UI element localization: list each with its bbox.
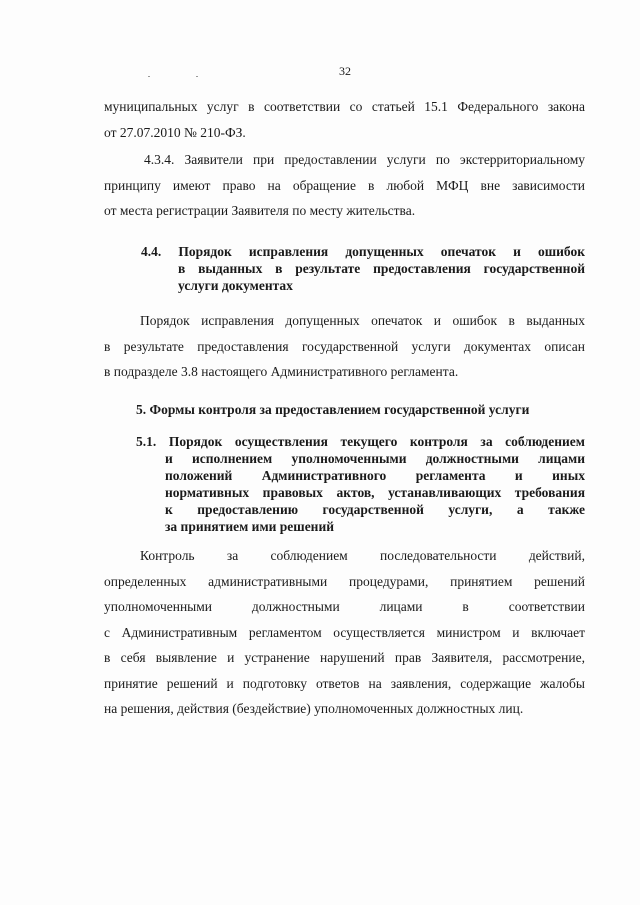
text-line: с Административным регламентом осуществляется министром и включает [104,625,585,640]
heading-line: к предоставлению государственной услуги, а также [165,502,585,517]
text-line: 4.3.4. Заявители при предоставлении услуги по экстерриториальному [144,152,585,167]
text-line: на решения, действия (бездействие) уполномоченных должностных лиц. [104,701,524,716]
page-number: 32 [339,64,351,78]
text-line: принятие решений и подготовку ответов на заявления, содержащие жалобы [104,676,585,691]
text-line: в себя выявление и устранение нарушений прав Заявителя, рассмотрение, [104,650,585,665]
heading-line: и исполнением уполномоченными должностными лицами [165,451,585,466]
text-line: от места регистрации Заявителя по месту жительства. [104,203,416,218]
heading-line: за принятием ими решений [165,519,335,534]
heading-line: услуги документах [178,278,293,293]
heading-line: в выданных в результате предоставления государственной [178,261,585,276]
text-line: Порядок исправления допущенных опечаток и ошибок в выданных [140,313,585,328]
text-line: принципу имеют право на обращение в любой МФЦ вне зависимости [104,178,585,193]
text-line: уполномоченными должностными лицами в соответствии [104,599,585,614]
text-line: в подразделе 3.8 настоящего Административного регламента. [104,364,459,379]
heading-line: 5. Формы контроля за предоставлением государственной услуги [136,402,530,417]
heading-line: нормативных правовых актов, устанавливающих требования [165,485,585,500]
text-line: от 27.07.2010 № 210-ФЗ. [104,125,246,140]
text-line: муниципальных услуг в соответствии со статьей 15.1 Федерального закона [104,99,585,114]
text-line: Контроль за соблюдением последовательности действий, [140,548,585,563]
heading-line: 5.1. Порядок осуществления текущего контроля за соблюдением [136,434,585,449]
text-line: в результате предоставления государственной услуги документах описан [104,339,585,354]
heading-line: положений Административного регламента и иных [165,468,585,483]
text-line: определенных административными процедурами, принятием решений [104,574,585,589]
heading-line: 4.4. Порядок исправления допущенных опечаток и ошибок [141,244,585,259]
